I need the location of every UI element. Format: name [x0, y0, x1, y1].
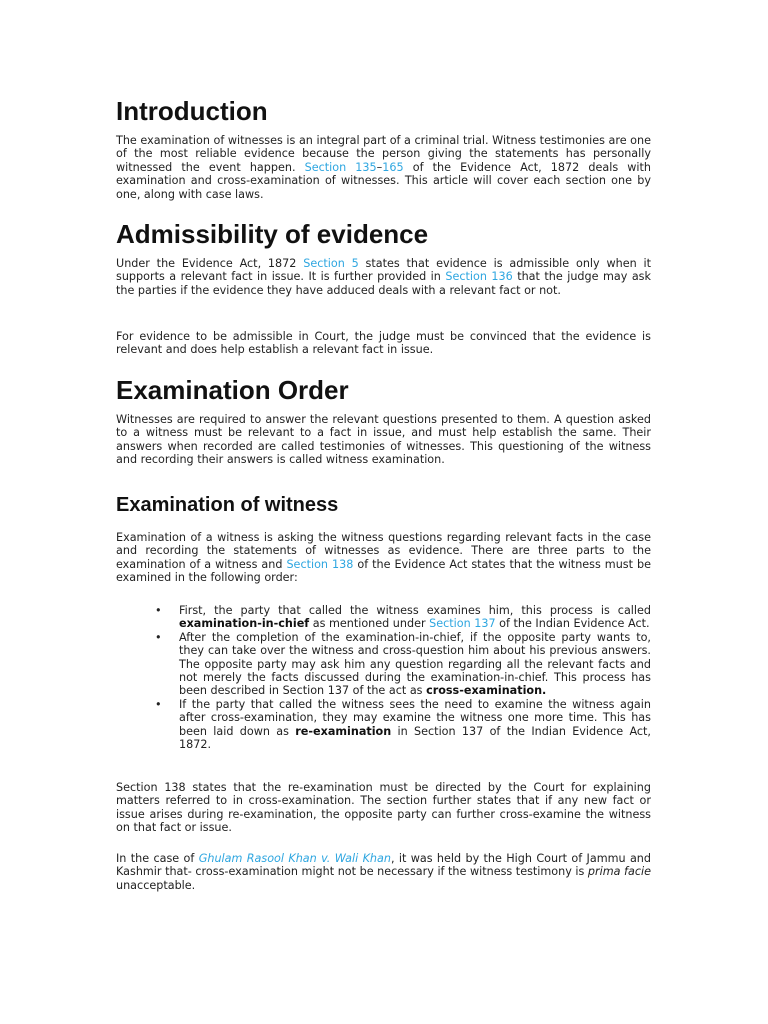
admissibility-text-a: Under the Evidence Act, 1872	[116, 257, 304, 270]
order-paragraph: Witnesses are required to answer the relevant questions presented to them. A question asked to a witness must be relevant to a fact in issue, and must help establish the same. Their answers when recorded are called testimonies of witnesses. This questioning of the witness and recording their answers is called witness examination.	[116, 413, 651, 467]
link-section-137[interactable]: Section 137	[429, 617, 496, 631]
b3-text-b: in Section 137 of the Indian Evidence Act, 1872.	[179, 724, 651, 752]
list-item-re-examination	[155, 698, 651, 752]
case-name-italic: Ghulam Rasool Khan v. Wali Khan	[198, 852, 391, 865]
link-section-165[interactable]: 165	[382, 160, 404, 174]
intro-text-a: The examination of witnesses is an integral part of a criminal trial. Witness testimonies are one of the most reliable evidence because the person giving the statements has personally witnessed the event happen.	[116, 134, 651, 174]
heading-examination-of-witness: Examination of witness	[116, 494, 339, 516]
link-section-136[interactable]: Section 136	[445, 270, 513, 284]
link-case-ghulam-rasool-khan[interactable]	[199, 852, 391, 865]
heading-introduction: Introduction	[116, 96, 268, 126]
intro-dash: –	[376, 160, 383, 174]
b3-bold-term: re-examination	[295, 724, 392, 738]
witness-paragraph-3	[116, 852, 651, 892]
witness-text-b: of the Evidence Act states that the witness must be examined in the following order:	[116, 557, 651, 585]
prima-facie-italic: prima facie	[587, 865, 651, 879]
b3-text-a: If the party that called the witness sees the need to examine the witness again after cross-examination, they may examine the witness one more time. This has been laid down as	[179, 697, 651, 738]
heading-examination-order: Examination Order	[116, 375, 349, 405]
intro-text-b: of the Evidence Act, 1872 deals with examination and cross-examination of witnesses. This article will cover each section one by one, along with case laws.	[116, 160, 652, 201]
link-section-5[interactable]: Section 5	[303, 257, 359, 270]
p3-text-a: In the case of	[116, 852, 199, 865]
heading-admissibility: Admissibility of evidence	[116, 219, 429, 249]
bullet-glyph: •	[155, 697, 162, 711]
link-section-138[interactable]: Section 138	[286, 557, 354, 571]
admissibility-paragraph-1	[116, 257, 651, 297]
list-item-cross-examination	[155, 631, 651, 698]
p3-text-c: unacceptable.	[116, 878, 196, 892]
b2-bold-term: cross-examination.	[426, 684, 547, 698]
b1-text-b: as mentioned under	[309, 617, 430, 631]
admissibility-text-c: that the judge may ask the parties if the evidence they have adduced deals with a relevant fact or not.	[116, 270, 651, 297]
b1-text-c: of the Indian Evidence Act.	[495, 617, 650, 631]
b1-text-a: First, the party that called the witness examines him, this process is called	[179, 604, 651, 617]
bullet-glyph: •	[155, 604, 162, 617]
witness-text-a: Examination of a witness is asking the witness questions regarding relevant facts in the case and recording the statements of witnesses as evidence. There are three parts to the examination of a witness and	[116, 531, 651, 571]
link-section-135[interactable]: Section 135	[304, 160, 377, 174]
admissibility-text-b: states that evidence is admissible only when it supports a relevant fact in issue. It is further provided in	[116, 257, 651, 284]
b1-bold-term: examination-in-chief	[179, 617, 310, 631]
bullet-glyph: •	[155, 630, 162, 644]
intro-paragraph	[116, 134, 651, 201]
list-item-examination-in-chief	[155, 604, 651, 631]
b2-text-a: After the completion of the examination-in-chief, if the opposite party wants to, they can take over the witness and cross-question him about his previous answers. The opposite party may ask him any question regarding all the relevant facts and not merely the facts discussed during the examination-in-chief. This process has been described in Section 137 of the act as	[179, 630, 651, 698]
witness-paragraph-2: Section 138 states that the re-examination must be directed by the Court for explaining matters referred to in cross-examination. The section further states that if any new fact or issue arises during re-examination, the opposite party can further cross-examine the witness on that fact or issue.	[116, 781, 651, 835]
admissibility-paragraph-2: For evidence to be admissible in Court, the judge must be convinced that the evidence is relevant and does help establish a relevant fact in issue.	[116, 330, 651, 357]
examination-steps-list	[116, 604, 651, 751]
p3-text-b: , it was held by the High Court of Jammu and Kashmir that- cross-examination might not be necessary if the witness testimony is	[116, 852, 652, 879]
witness-paragraph-1	[116, 531, 651, 585]
